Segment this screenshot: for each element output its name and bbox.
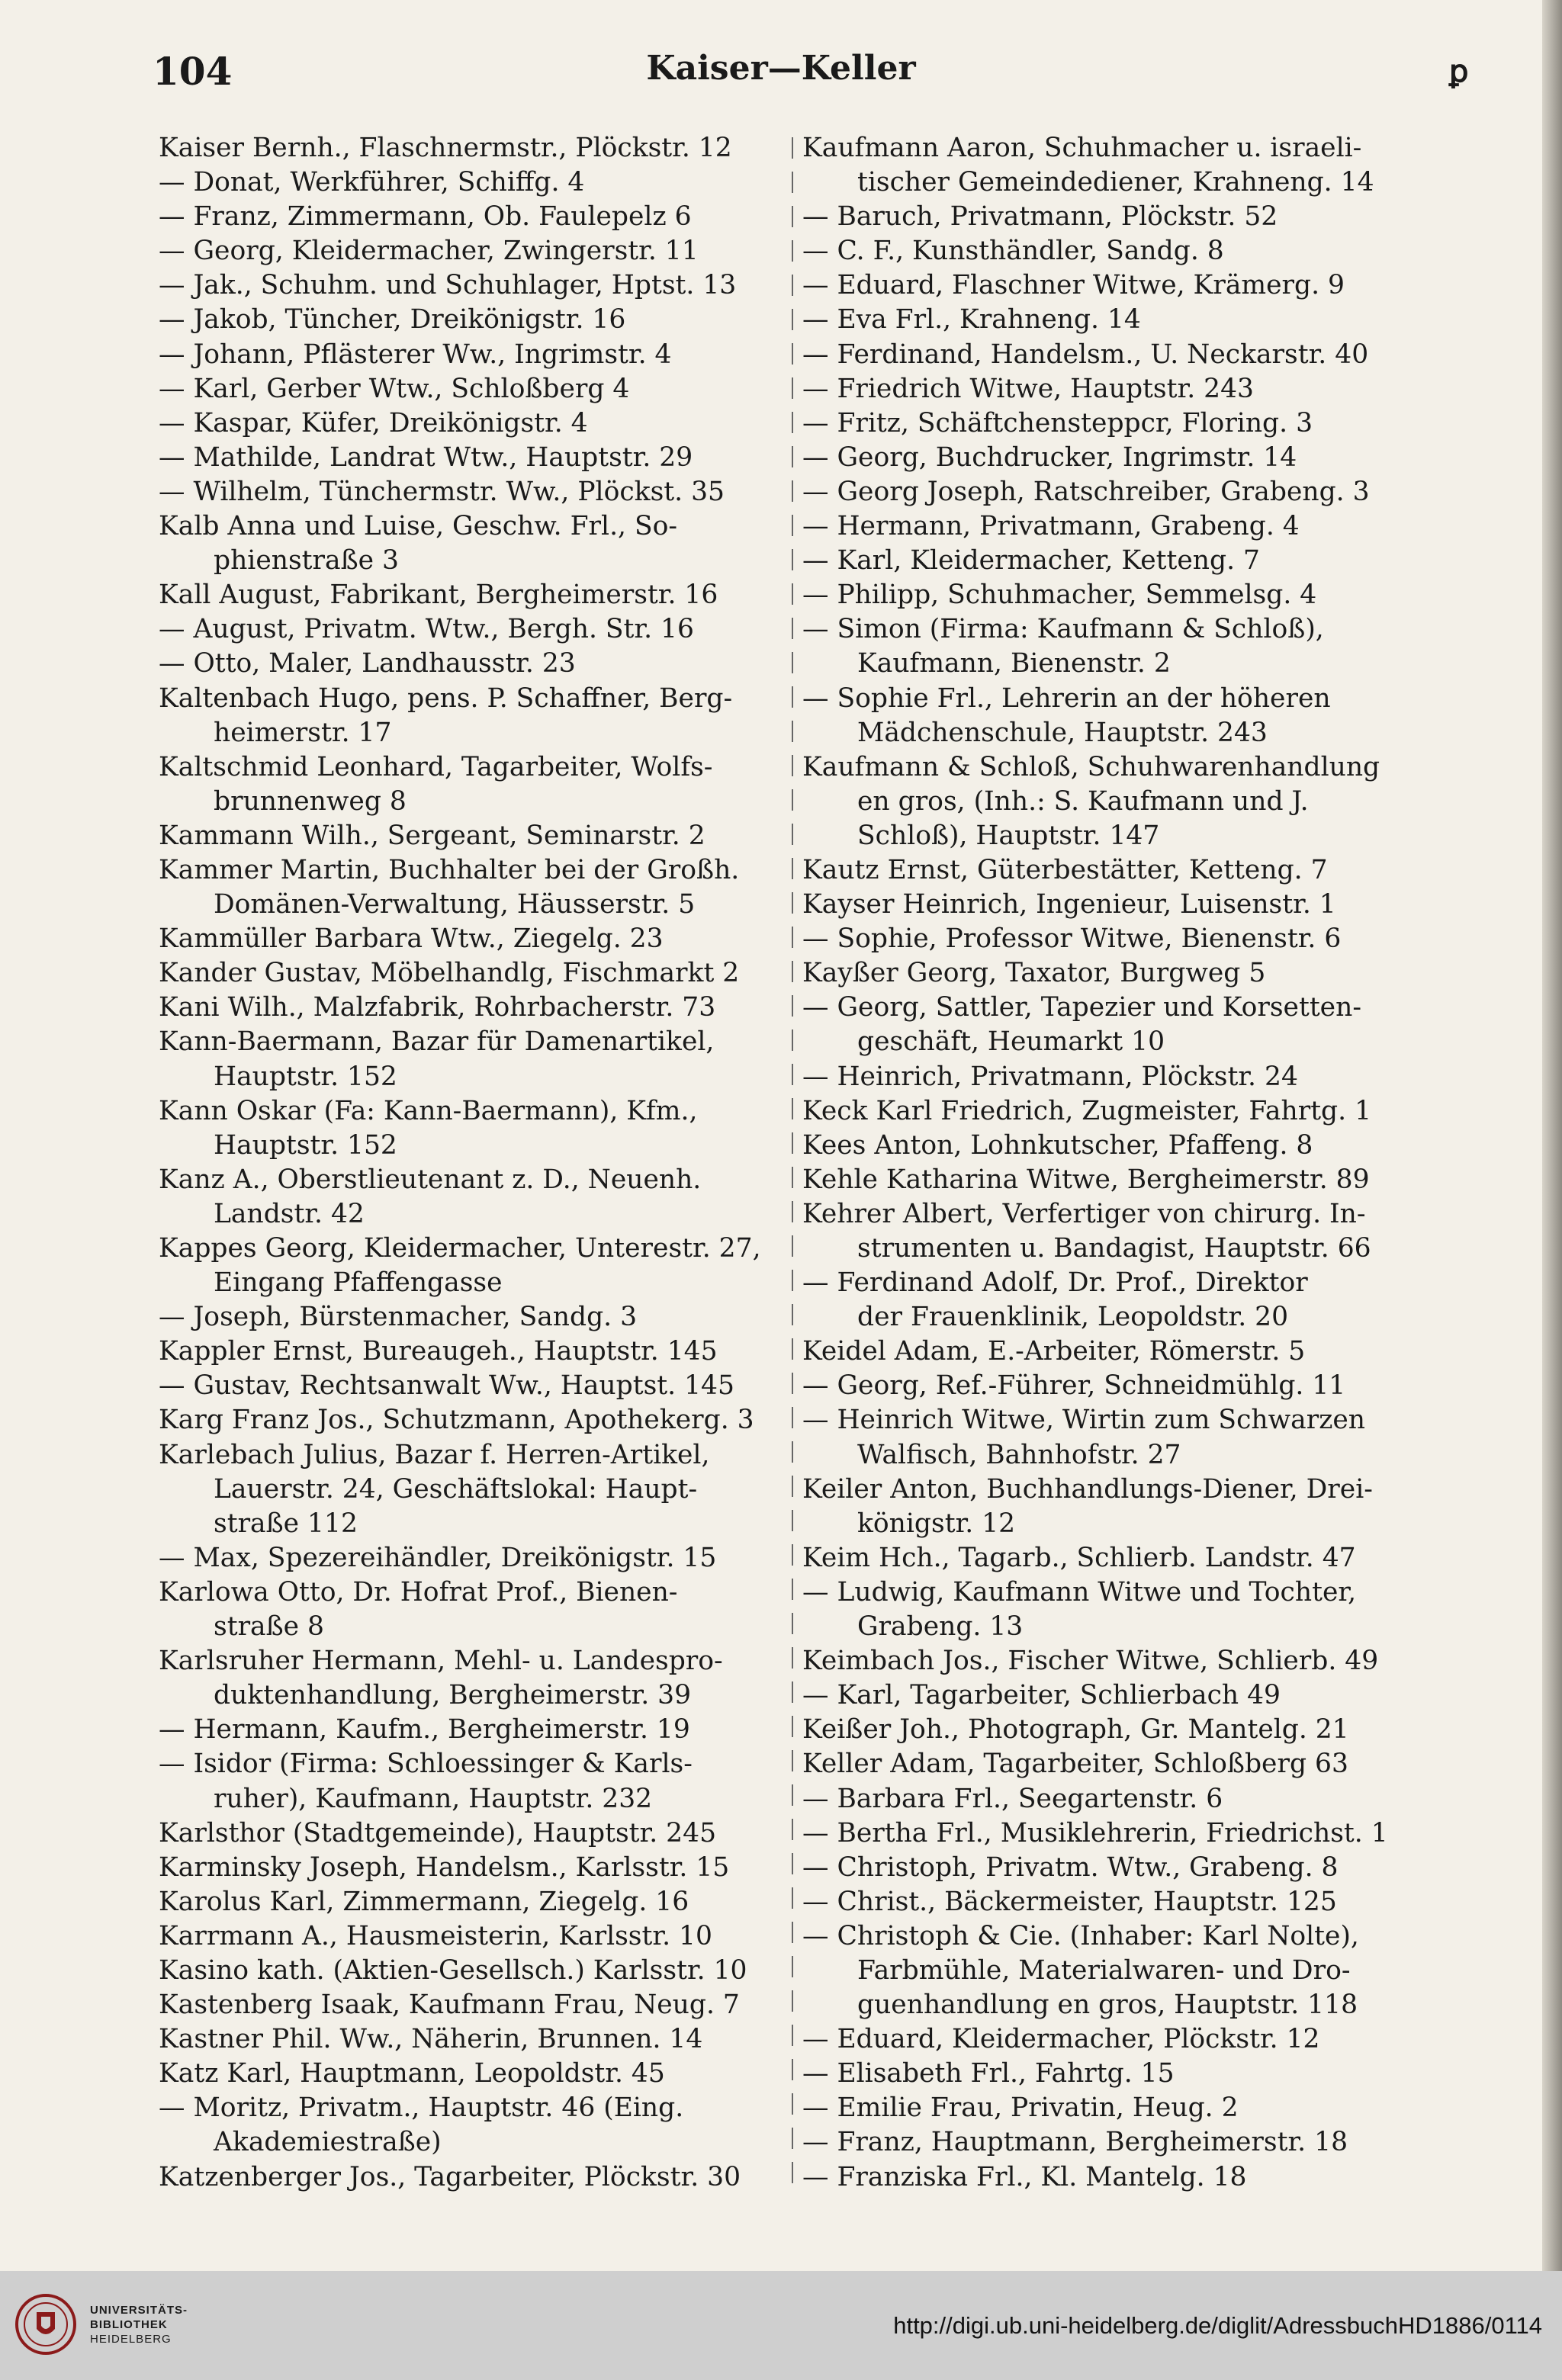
directory-entry-line: Kall August, Fabrikant, Bergheimerstr. 16: [159, 580, 718, 611]
directory-entry-line: Keidel Adam, E.-Arbeiter, Römerstr. 5: [802, 1336, 1306, 1367]
directory-entry-line: — Simon (Firma: Kaufmann & Schloß),: [802, 614, 1324, 645]
directory-column-right: [802, 131, 1429, 2205]
directory-entry-line: Kann-Baermann, Bazar für Damenartikel,: [159, 1026, 715, 1058]
directory-entry-line: — Franz, Zimmermann, Ob. Faulepelz 6: [159, 201, 692, 233]
directory-entry-line: — Sophie Frl., Lehrerin an der höheren: [802, 683, 1331, 714]
directory-entry-line: — Heinrich, Privatmann, Plöckstr. 24: [802, 1061, 1298, 1092]
directory-entry-line: Katz Karl, Hauptmann, Leopoldstr. 45: [159, 2058, 665, 2089]
directory-entry-line: Karolus Karl, Zimmermann, Ziegelg. 16: [159, 1886, 689, 1917]
entry-continuation-line: ruher), Kaufmann, Hauptstr. 232: [214, 1783, 653, 1814]
directory-entry-line: — Georg, Ref.-Führer, Schneidmühlg. 11: [802, 1370, 1346, 1402]
directory-entry-line: — Ferdinand Adolf, Dr. Prof., Direktor: [802, 1267, 1308, 1299]
running-head: Kaiser—Keller: [646, 49, 916, 88]
entry-continuation-line: brunnenweg 8: [214, 785, 407, 817]
directory-entry-line: Kammüller Barbara Wtw., Ziegelg. 23: [159, 923, 664, 955]
directory-entry-line: Keißer Joh., Photograph, Gr. Mantelg. 21: [802, 1714, 1349, 1746]
directory-entry-line: — Eduard, Flaschner Witwe, Krämerg. 9: [802, 270, 1345, 301]
directory-entry-line: — Joseph, Bürstenmacher, Sandg. 3: [159, 1302, 638, 1333]
directory-entry-line: Kalb Anna und Luise, Geschw. Frl., So-: [159, 511, 678, 542]
directory-entry-line: Kani Wilh., Malzfabrik, Rohrbacherstr. 73: [159, 992, 716, 1023]
directory-entry-line: — Karl, Tagarbeiter, Schlierbach 49: [802, 1680, 1281, 1711]
entry-continuation-line: heimerstr. 17: [214, 717, 392, 748]
directory-entry-line: — Georg, Sattler, Tapezier und Korsetten-: [802, 992, 1361, 1023]
directory-entry-line: — Mathilde, Landrat Wtw., Hauptstr. 29: [159, 442, 693, 473]
directory-entry-line: — Wilhelm, Tünchermstr. Ww., Plöckst. 35: [159, 476, 725, 507]
entry-continuation-line: Lauerstr. 24, Geschäftslokal: Haupt-: [214, 1473, 698, 1505]
entry-continuation-line: Walfisch, Bahnhofstr. 27: [857, 1439, 1181, 1470]
directory-entry-line: Karlebach Julius, Bazar f. Herren-Artikel,: [159, 1439, 710, 1470]
entry-continuation-line: phienstraße 3: [214, 545, 399, 577]
entry-continuation-line: Landstr. 42: [214, 1198, 365, 1229]
directory-entry-line: Kayser Heinrich, Ingenieur, Luisenstr. 1: [802, 889, 1336, 920]
directory-entry-line: — Jakob, Tüncher, Dreikönigstr. 16: [159, 304, 626, 336]
directory-entry-line: Kasino kath. (Aktien-Gesellsch.) Karlsstr. 10: [159, 1954, 747, 1986]
directory-entry-line: Kappes Georg, Kleidermacher, Unterestr. 27,: [159, 1233, 761, 1264]
corner-mark: ꝑ: [1449, 53, 1469, 89]
directory-entry-line: — Friedrich Witwe, Hauptstr. 243: [802, 373, 1254, 404]
directory-entry-line: — Otto, Maler, Landhausstr. 23: [159, 648, 576, 679]
page-edge-shadow: [1542, 0, 1562, 2271]
entry-continuation-line: Hauptstr. 152: [214, 1061, 397, 1092]
directory-entry-line: — Georg, Kleidermacher, Zwingerstr. 11: [159, 236, 699, 267]
directory-entry-line: — Isidor (Firma: Schloessinger & Karls-: [159, 1749, 693, 1780]
source-url-link[interactable]: http://digi.ub.uni-heidelberg.de/diglit/AdressbuchHD1886/0114: [893, 2312, 1542, 2339]
entry-continuation-line: duktenhandlung, Bergheimerstr. 39: [214, 1680, 692, 1711]
entry-continuation-line: königstr. 12: [857, 1508, 1016, 1539]
directory-entry-line: — Karl, Gerber Wtw., Schloßberg 4: [159, 373, 630, 404]
directory-entry-line: Kees Anton, Lohnkutscher, Pfaffeng. 8: [802, 1129, 1313, 1161]
entry-continuation-line: der Frauenklinik, Leopoldstr. 20: [857, 1302, 1289, 1333]
directory-entry-line: — Bertha Frl., Musiklehrerin, Friedrichst. 1: [802, 1817, 1388, 1848]
directory-entry-line: Kastner Phil. Ww., Näherin, Brunnen. 14: [159, 2024, 703, 2055]
directory-entry-line: Kehrer Albert, Verfertiger von chirurg. In-: [802, 1198, 1366, 1229]
directory-entry-line: Kann Oskar (Fa: Kann-Baermann), Kfm.,: [159, 1095, 698, 1126]
directory-entry-line: Kaltenbach Hugo, pens. P. Schaffner, Berg-: [159, 683, 733, 714]
directory-entry-line: — Barbara Frl., Seegartenstr. 6: [802, 1783, 1223, 1814]
entry-continuation-line: Grabeng. 13: [857, 1611, 1024, 1643]
directory-entry-line: — Christ., Bäckermeister, Hauptstr. 125: [802, 1886, 1337, 1917]
directory-entry-line: Katzenberger Jos., Tagarbeiter, Plöckstr. 30: [159, 2161, 741, 2192]
entry-continuation-line: Kaufmann, Bienenstr. 2: [857, 648, 1171, 679]
entry-continuation-line: Schloß), Hauptstr. 147: [857, 820, 1160, 851]
entry-continuation-line: guenhandlung en gros, Hauptstr. 118: [857, 1990, 1358, 2021]
directory-entry-line: — Jak., Schuhm. und Schuhlager, Hptst. 13: [159, 270, 737, 301]
directory-entry-line: Kammer Martin, Buchhalter bei der Großh.: [159, 854, 740, 885]
column-divider: [792, 137, 793, 2196]
directory-entry-line: Karlsthor (Stadtgemeinde), Hauptstr. 245: [159, 1817, 717, 1848]
directory-entry-line: Karlowa Otto, Dr. Hofrat Prof., Bienen-: [159, 1576, 678, 1608]
directory-entry-line: Keck Karl Friedrich, Zugmeister, Fahrtg. 1: [802, 1095, 1372, 1126]
directory-entry-line: Kanz A., Oberstlieutenant z. D., Neuenh.: [159, 1164, 702, 1195]
entry-continuation-line: strumenten u. Bandagist, Hauptstr. 66: [857, 1233, 1371, 1264]
entry-continuation-line: Eingang Pfaffengasse: [214, 1267, 503, 1299]
directory-entry-line: Kaiser Bernh., Flaschnermstr., Plöckstr. 12: [159, 133, 732, 163]
directory-entry-line: — Eva Frl., Krahneng. 14: [802, 304, 1141, 336]
directory-entry-line: Kammann Wilh., Sergeant, Seminarstr. 2: [159, 820, 705, 851]
directory-entry-line: Kastenberg Isaak, Kaufmann Frau, Neug. 7: [159, 1990, 740, 2021]
entry-continuation-line: tischer Gemeindediener, Krahneng. 14: [857, 167, 1374, 198]
institution-name: [90, 2303, 188, 2346]
directory-entry-line: Karlsruher Hermann, Mehl- u. Landespro-: [159, 1646, 723, 1677]
directory-entry-line: — Max, Spezereihändler, Dreikönigstr. 15: [159, 1542, 717, 1573]
directory-entry-line: — Georg, Buchdrucker, Ingrimstr. 14: [802, 442, 1297, 473]
entry-continuation-line: Akademiestraße): [214, 2127, 442, 2158]
directory-entry-line: — Ferdinand, Handelsm., U. Neckarstr. 40: [802, 339, 1369, 370]
directory-entry-line: — C. F., Kunsthändler, Sandg. 8: [802, 236, 1224, 267]
entry-continuation-line: straße 8: [214, 1611, 325, 1643]
directory-entry-line: — Gustav, Rechtsanwalt Ww., Hauptst. 145: [159, 1370, 734, 1402]
directory-entry-line: Kappler Ernst, Bureaugeh., Hauptstr. 145: [159, 1336, 718, 1367]
directory-entry-line: — Baruch, Privatmann, Plöckstr. 52: [802, 201, 1278, 233]
directory-entry-line: Karg Franz Jos., Schutzmann, Apothekerg. 3: [159, 1405, 754, 1436]
directory-entry-line: — Christoph & Cie. (Inhaber: Karl Nolte),: [802, 1920, 1359, 1951]
directory-entry-line: Kaufmann Aaron, Schuhmacher u. israeli-: [802, 133, 1362, 163]
institution-line-1: UNIVERSITÄTS-: [90, 2304, 188, 2317]
page-number: 104: [153, 49, 233, 94]
entry-continuation-line: Hauptstr. 152: [214, 1129, 397, 1161]
directory-entry-line: — Hermann, Kaufm., Bergheimerstr. 19: [159, 1714, 690, 1746]
directory-entry-line: — Philipp, Schuhmacher, Semmelsg. 4: [802, 580, 1317, 611]
directory-entry-line: Karminsky Joseph, Handelsm., Karlsstr. 15: [159, 1852, 730, 1883]
entry-continuation-line: Domänen-Verwaltung, Häusserstr. 5: [214, 889, 696, 920]
directory-entry-line: — Johann, Pflästerer Ww., Ingrimstr. 4: [159, 339, 672, 370]
directory-entry-line: — Elisabeth Frl., Fahrtg. 15: [802, 2058, 1175, 2089]
directory-entry-line: Kaltschmid Leonhard, Tagarbeiter, Wolfs-: [159, 751, 713, 782]
directory-entry-line: — Georg Joseph, Ratschreiber, Grabeng. 3: [802, 476, 1370, 507]
directory-entry-line: Kautz Ernst, Güterbestätter, Ketteng. 7: [802, 854, 1328, 885]
directory-entry-line: Keim Hch., Tagarb., Schlierb. Landstr. 47: [802, 1542, 1356, 1573]
directory-entry-line: Karrmann A., Hausmeisterin, Karlsstr. 10: [159, 1920, 712, 1951]
entry-continuation-line: geschäft, Heumarkt 10: [857, 1026, 1165, 1058]
entry-continuation-line: straße 112: [214, 1508, 358, 1539]
directory-entry-line: — Donat, Werkführer, Schiffg. 4: [159, 167, 585, 198]
directory-entry-line: — Emilie Frau, Privatin, Heug. 2: [802, 2093, 1239, 2124]
directory-entry-line: Kaufmann & Schloß, Schuhwarenhandlung: [802, 751, 1380, 782]
directory-entry-line: — August, Privatm. Wtw., Bergh. Str. 16: [159, 614, 694, 645]
viewer-footer: [0, 2271, 1562, 2380]
directory-entry-line: — Christoph, Privatm. Wtw., Grabeng. 8: [802, 1852, 1339, 1883]
directory-entry-line: Keimbach Jos., Fischer Witwe, Schlierb. 49: [802, 1646, 1379, 1677]
directory-entry-line: Kander Gustav, Möbelhandlg, Fischmarkt 2: [159, 958, 740, 989]
directory-column-left: [159, 131, 784, 2205]
directory-entry-line: — Kaspar, Küfer, Dreikönigstr. 4: [159, 407, 588, 438]
directory-entry-line: Keiler Anton, Buchhandlungs-Diener, Drei-: [802, 1473, 1373, 1505]
directory-entry-line: — Franz, Hauptmann, Bergheimerstr. 18: [802, 2127, 1348, 2158]
directory-entry-line: Keller Adam, Tagarbeiter, Schloßberg 63: [802, 1749, 1348, 1780]
entry-continuation-line: Mädchenschule, Hauptstr. 243: [857, 717, 1268, 748]
directory-entry-line: — Heinrich Witwe, Wirtin zum Schwarzen: [802, 1405, 1366, 1436]
directory-entry-line: — Ludwig, Kaufmann Witwe und Tochter,: [802, 1576, 1357, 1608]
directory-entry-line: — Eduard, Kleidermacher, Plöckstr. 12: [802, 2024, 1320, 2055]
university-seal-icon: [14, 2289, 78, 2359]
directory-entry-line: — Fritz, Schäftchensteppcr, Floring. 3: [802, 407, 1313, 438]
institution-line-2: BIBLIOTHEK: [90, 2318, 168, 2331]
institution-line-3: HEIDELBERG: [90, 2333, 172, 2346]
directory-entry-line: Kehle Katharina Witwe, Bergheimerstr. 89: [802, 1164, 1370, 1195]
entry-continuation-line: en gros, (Inh.: S. Kaufmann und J.: [857, 785, 1309, 817]
entry-continuation-line: Farbmühle, Materialwaren- und Dro-: [857, 1954, 1351, 1986]
directory-entry-line: Kayßer Georg, Taxator, Burgweg 5: [802, 958, 1266, 989]
directory-entry-line: — Franziska Frl., Kl. Mantelg. 18: [802, 2161, 1247, 2192]
directory-entry-line: — Karl, Kleidermacher, Ketteng. 7: [802, 545, 1260, 577]
directory-entry-line: — Hermann, Privatmann, Grabeng. 4: [802, 511, 1300, 542]
directory-entry-line: — Sophie, Professor Witwe, Bienenstr. 6: [802, 923, 1342, 955]
directory-entry-line: — Moritz, Privatm., Hauptstr. 46 (Eing.: [159, 2093, 684, 2124]
